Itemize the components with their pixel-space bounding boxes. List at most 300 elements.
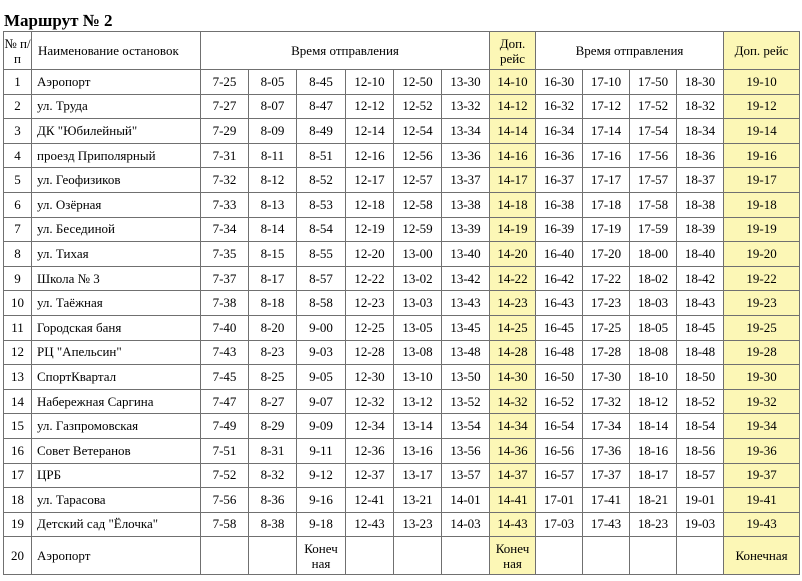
stop-name: РЦ "Апельсин" <box>32 340 201 365</box>
col-stop-name-header: Наименование остановок <box>32 32 201 70</box>
departure-time-cell: 17-10 <box>583 70 630 95</box>
departure-time-cell: 18-23 <box>630 512 677 537</box>
departure-time-cell: 17-37 <box>583 463 630 488</box>
departure-time-cell: 13-54 <box>442 414 490 439</box>
departure-time-cell: 12-28 <box>346 340 394 365</box>
departure-time-cell: 17-52 <box>630 94 677 119</box>
extra-run-time-cell: 14-36 <box>490 438 536 463</box>
extra-run-time-cell: 19-28 <box>724 340 800 365</box>
departure-time-cell: 18-45 <box>677 315 724 340</box>
departure-time-cell: 8-23 <box>249 340 297 365</box>
departure-time-cell: 18-14 <box>630 414 677 439</box>
departure-time-cell: 12-16 <box>346 143 394 168</box>
departure-time-cell: 7-31 <box>201 143 249 168</box>
departure-time-cell: 17-22 <box>583 266 630 291</box>
departure-time-cell: 14-03 <box>442 512 490 537</box>
stop-number: 9 <box>4 266 32 291</box>
departure-time-cell: 7-27 <box>201 94 249 119</box>
departure-time-cell: 13-50 <box>442 365 490 390</box>
col-extra-run-header-1: Доп. рейс <box>490 32 536 70</box>
stop-number: 18 <box>4 488 32 513</box>
departure-time-cell: 17-18 <box>583 192 630 217</box>
departure-time-cell: 8-14 <box>249 217 297 242</box>
departure-time-cell: 12-36 <box>346 438 394 463</box>
departure-time-cell: 17-43 <box>583 512 630 537</box>
departure-time-cell: 12-57 <box>394 168 442 193</box>
departure-time-cell: 18-21 <box>630 488 677 513</box>
stop-name: ул. Газпромовская <box>32 414 201 439</box>
departure-time-cell: 13-37 <box>442 168 490 193</box>
departure-time-cell: 18-50 <box>677 365 724 390</box>
departure-time-cell: 7-32 <box>201 168 249 193</box>
departure-time-cell: 8-36 <box>249 488 297 513</box>
departure-time-cell: 13-00 <box>394 242 442 267</box>
departure-time-cell: 13-45 <box>442 315 490 340</box>
extra-run-time-cell: 19-12 <box>724 94 800 119</box>
stop-name: ул. Тарасова <box>32 488 201 513</box>
departure-time-cell: 8-17 <box>249 266 297 291</box>
departure-time-cell: 18-39 <box>677 217 724 242</box>
departure-time-cell: 12-50 <box>394 70 442 95</box>
departure-time-cell: 7-58 <box>201 512 249 537</box>
departure-time-cell <box>346 537 394 575</box>
table-row <box>4 365 800 390</box>
departure-time-cell: 16-38 <box>536 192 583 217</box>
departure-time-cell: 17-30 <box>583 365 630 390</box>
departure-time-cell: 8-13 <box>249 192 297 217</box>
departure-time-cell: 13-42 <box>442 266 490 291</box>
departure-time-cell: 18-37 <box>677 168 724 193</box>
departure-time-cell: 12-30 <box>346 365 394 390</box>
departure-time-cell: 13-08 <box>394 340 442 365</box>
departure-time-cell: 16-52 <box>536 389 583 414</box>
departure-time-cell <box>630 537 677 575</box>
departure-time-cell: 17-19 <box>583 217 630 242</box>
departure-time-cell: 9-07 <box>297 389 346 414</box>
stop-name: Набережная Саргина <box>32 389 201 414</box>
table-row <box>4 217 800 242</box>
extra-run-time-cell: 14-10 <box>490 70 536 95</box>
departure-time-cell: 7-43 <box>201 340 249 365</box>
departure-time-cell: 7-40 <box>201 315 249 340</box>
departure-time-cell: 12-41 <box>346 488 394 513</box>
extra-run-time-cell: 14-23 <box>490 291 536 316</box>
departure-time-cell: 7-47 <box>201 389 249 414</box>
table-row <box>4 315 800 340</box>
stop-number: 2 <box>4 94 32 119</box>
stop-name: ул. Геофизиков <box>32 168 201 193</box>
extra-run-time-cell: 19-32 <box>724 389 800 414</box>
extra-run-time-cell: 19-30 <box>724 365 800 390</box>
departure-time-cell: 13-34 <box>442 119 490 144</box>
extra-run-time-cell: 19-19 <box>724 217 800 242</box>
departure-time-cell: 17-36 <box>583 438 630 463</box>
extra-run-time-cell: 19-37 <box>724 463 800 488</box>
departure-time-cell: 16-32 <box>536 94 583 119</box>
departure-time-cell: 14-01 <box>442 488 490 513</box>
departure-time-cell: 18-43 <box>677 291 724 316</box>
departure-time-cell: 12-18 <box>346 192 394 217</box>
departure-time-cell: 17-14 <box>583 119 630 144</box>
departure-time-cell: 12-37 <box>346 463 394 488</box>
departure-time-cell: 8-54 <box>297 217 346 242</box>
departure-time-cell: 8-57 <box>297 266 346 291</box>
departure-time-cell: 13-57 <box>442 463 490 488</box>
table-row <box>4 438 800 463</box>
extra-run-time-cell: 14-37 <box>490 463 536 488</box>
stop-name: Детский сад "Ёлочка" <box>32 512 201 537</box>
departure-time-cell: 18-48 <box>677 340 724 365</box>
departure-time-cell: 18-38 <box>677 192 724 217</box>
stop-number: 20 <box>4 537 32 575</box>
departure-time-cell: 17-50 <box>630 70 677 95</box>
departure-time-cell: 13-23 <box>394 512 442 537</box>
departure-time-cell: 18-40 <box>677 242 724 267</box>
departure-time-cell: 13-39 <box>442 217 490 242</box>
departure-time-cell: 8-27 <box>249 389 297 414</box>
departure-time-cell: 19-01 <box>677 488 724 513</box>
departure-time-cell: 12-20 <box>346 242 394 267</box>
departure-time-cell: 17-57 <box>630 168 677 193</box>
departure-time-cell: 18-57 <box>677 463 724 488</box>
departure-time-cell: 8-32 <box>249 463 297 488</box>
departure-time-cell: 12-32 <box>346 389 394 414</box>
departure-time-cell: 17-28 <box>583 340 630 365</box>
departure-time-cell: 7-35 <box>201 242 249 267</box>
stop-number: 5 <box>4 168 32 193</box>
departure-time-cell <box>394 537 442 575</box>
extra-run-time-cell: 14-18 <box>490 192 536 217</box>
table-row <box>4 192 800 217</box>
departure-time-cell: 13-38 <box>442 192 490 217</box>
page-title: Маршрут № 2 <box>4 11 113 30</box>
departure-time-cell: 12-59 <box>394 217 442 242</box>
departure-time-cell: 8-07 <box>249 94 297 119</box>
stop-number: 17 <box>4 463 32 488</box>
departure-time-cell: 7-34 <box>201 217 249 242</box>
departure-time-cell: 9-12 <box>297 463 346 488</box>
departure-time-cell: 8-11 <box>249 143 297 168</box>
departure-time-cell: 13-30 <box>442 70 490 95</box>
departure-time-cell: 7-38 <box>201 291 249 316</box>
stop-name: ЦРБ <box>32 463 201 488</box>
table-row <box>4 94 800 119</box>
departure-time-cell: 17-34 <box>583 414 630 439</box>
departure-time-cell: 8-55 <box>297 242 346 267</box>
departure-time-cell: 8-25 <box>249 365 297 390</box>
stop-name: ДК "Юбилейный" <box>32 119 201 144</box>
departure-time-cell: 7-45 <box>201 365 249 390</box>
departure-time-cell: 16-48 <box>536 340 583 365</box>
stop-number: 1 <box>4 70 32 95</box>
departure-time-cell: 16-39 <box>536 217 583 242</box>
departure-time-cell: 16-43 <box>536 291 583 316</box>
departure-time-cell: 12-12 <box>346 94 394 119</box>
departure-time-cell: 18-03 <box>630 291 677 316</box>
table-row <box>4 414 800 439</box>
departure-time-cell: 12-54 <box>394 119 442 144</box>
extra-run-time-cell: 14-41 <box>490 488 536 513</box>
stop-number: 12 <box>4 340 32 365</box>
extra-run-time-cell: 14-17 <box>490 168 536 193</box>
departure-time-cell: 16-45 <box>536 315 583 340</box>
extra-run-time-cell: Конечная <box>724 537 800 575</box>
table-row <box>4 70 800 95</box>
extra-run-time-cell: 14-34 <box>490 414 536 439</box>
departure-time-cell: 16-56 <box>536 438 583 463</box>
departure-time-cell: 8-12 <box>249 168 297 193</box>
extra-run-time-cell: 19-20 <box>724 242 800 267</box>
departure-time-cell: 16-40 <box>536 242 583 267</box>
departure-time-cell: 18-32 <box>677 94 724 119</box>
extra-run-time-cell: 19-16 <box>724 143 800 168</box>
departure-time-cell: 18-17 <box>630 463 677 488</box>
col-number-header: № п/п <box>4 32 32 70</box>
extra-run-time-cell: 19-22 <box>724 266 800 291</box>
departure-time-cell: 12-22 <box>346 266 394 291</box>
extra-run-time-cell: Конеч ная <box>490 537 536 575</box>
departure-time-cell: 18-42 <box>677 266 724 291</box>
departure-time-cell: 17-59 <box>630 217 677 242</box>
departure-time-cell: 8-47 <box>297 94 346 119</box>
departure-time-cell: 18-36 <box>677 143 724 168</box>
extra-run-time-cell: 14-12 <box>490 94 536 119</box>
departure-time-cell: 8-29 <box>249 414 297 439</box>
departure-time-cell <box>536 537 583 575</box>
col-departure-header-2: Время отправления <box>536 32 724 70</box>
departure-time-cell: 8-38 <box>249 512 297 537</box>
stop-name: Городская баня <box>32 315 201 340</box>
extra-run-time-cell: 19-14 <box>724 119 800 144</box>
extra-run-time-cell: 14-30 <box>490 365 536 390</box>
stop-number: 16 <box>4 438 32 463</box>
stop-number: 14 <box>4 389 32 414</box>
table-row <box>4 488 800 513</box>
stop-number: 13 <box>4 365 32 390</box>
departure-time-cell: 13-43 <box>442 291 490 316</box>
stop-name: проезд Приполярный <box>32 143 201 168</box>
departure-time-cell: Конеч ная <box>297 537 346 575</box>
departure-time-cell: 13-48 <box>442 340 490 365</box>
departure-time-cell: 8-53 <box>297 192 346 217</box>
departure-time-cell: 17-41 <box>583 488 630 513</box>
departure-time-cell: 16-30 <box>536 70 583 95</box>
table-row <box>4 143 800 168</box>
extra-run-time-cell: 19-25 <box>724 315 800 340</box>
extra-run-time-cell: 14-28 <box>490 340 536 365</box>
col-extra-run-header-2: Доп. рейс <box>724 32 800 70</box>
stop-name: ул. Озёрная <box>32 192 201 217</box>
stop-name: ул. Труда <box>32 94 201 119</box>
schedule-table <box>3 31 800 575</box>
departure-time-cell: 9-00 <box>297 315 346 340</box>
departure-time-cell: 13-16 <box>394 438 442 463</box>
departure-time-cell: 16-54 <box>536 414 583 439</box>
departure-time-cell: 7-52 <box>201 463 249 488</box>
departure-time-cell: 17-32 <box>583 389 630 414</box>
stop-number: 4 <box>4 143 32 168</box>
departure-time-cell: 18-02 <box>630 266 677 291</box>
col-departure-header-1: Время отправления <box>201 32 490 70</box>
departure-time-cell: 19-03 <box>677 512 724 537</box>
departure-time-cell: 12-10 <box>346 70 394 95</box>
extra-run-time-cell: 14-32 <box>490 389 536 414</box>
departure-time-cell: 7-49 <box>201 414 249 439</box>
departure-time-cell: 13-05 <box>394 315 442 340</box>
departure-time-cell: 8-20 <box>249 315 297 340</box>
departure-time-cell: 18-34 <box>677 119 724 144</box>
stop-name: ул. Таёжная <box>32 291 201 316</box>
departure-time-cell: 18-56 <box>677 438 724 463</box>
departure-time-cell: 18-52 <box>677 389 724 414</box>
departure-time-cell: 16-37 <box>536 168 583 193</box>
departure-time-cell: 13-40 <box>442 242 490 267</box>
extra-run-time-cell: 19-17 <box>724 168 800 193</box>
departure-time-cell: 17-23 <box>583 291 630 316</box>
stop-name: Аэропорт <box>32 537 201 575</box>
extra-run-time-cell: 19-34 <box>724 414 800 439</box>
departure-time-cell: 18-10 <box>630 365 677 390</box>
stop-number: 19 <box>4 512 32 537</box>
departure-time-cell: 13-36 <box>442 143 490 168</box>
departure-time-cell: 13-02 <box>394 266 442 291</box>
extra-run-time-cell: 19-10 <box>724 70 800 95</box>
departure-time-cell: 8-45 <box>297 70 346 95</box>
stop-name: Аэропорт <box>32 70 201 95</box>
departure-time-cell: 12-25 <box>346 315 394 340</box>
departure-time-cell: 17-17 <box>583 168 630 193</box>
departure-time-cell <box>677 537 724 575</box>
table-row <box>4 242 800 267</box>
departure-time-cell: 17-01 <box>536 488 583 513</box>
departure-time-cell: 16-36 <box>536 143 583 168</box>
schedule-body <box>4 70 800 575</box>
departure-time-cell: 17-25 <box>583 315 630 340</box>
extra-run-time-cell: 19-18 <box>724 192 800 217</box>
departure-time-cell: 9-11 <box>297 438 346 463</box>
departure-time-cell: 12-23 <box>346 291 394 316</box>
departure-time-cell: 7-25 <box>201 70 249 95</box>
departure-time-cell: 8-09 <box>249 119 297 144</box>
header-row <box>4 32 800 70</box>
departure-time-cell: 17-03 <box>536 512 583 537</box>
stop-number: 11 <box>4 315 32 340</box>
departure-time-cell: 7-56 <box>201 488 249 513</box>
table-row <box>4 512 800 537</box>
stop-name: Школа № 3 <box>32 266 201 291</box>
departure-time-cell: 13-32 <box>442 94 490 119</box>
departure-time-cell: 8-18 <box>249 291 297 316</box>
departure-time-cell: 16-42 <box>536 266 583 291</box>
departure-time-cell <box>442 537 490 575</box>
departure-time-cell: 9-09 <box>297 414 346 439</box>
departure-time-cell: 13-52 <box>442 389 490 414</box>
departure-time-cell: 13-56 <box>442 438 490 463</box>
departure-time-cell: 17-16 <box>583 143 630 168</box>
extra-run-time-cell: 14-20 <box>490 242 536 267</box>
departure-time-cell: 8-15 <box>249 242 297 267</box>
departure-time-cell: 16-57 <box>536 463 583 488</box>
departure-time-cell: 12-19 <box>346 217 394 242</box>
stop-number: 3 <box>4 119 32 144</box>
departure-time-cell <box>201 537 249 575</box>
departure-time-cell: 8-05 <box>249 70 297 95</box>
table-row <box>4 168 800 193</box>
departure-time-cell: 13-21 <box>394 488 442 513</box>
departure-time-cell: 17-56 <box>630 143 677 168</box>
departure-time-cell: 12-14 <box>346 119 394 144</box>
departure-time-cell: 18-08 <box>630 340 677 365</box>
extra-run-time-cell: 14-14 <box>490 119 536 144</box>
departure-time-cell: 7-29 <box>201 119 249 144</box>
extra-run-time-cell: 14-19 <box>490 217 536 242</box>
departure-time-cell: 8-52 <box>297 168 346 193</box>
table-row <box>4 119 800 144</box>
extra-run-time-cell: 14-22 <box>490 266 536 291</box>
departure-time-cell: 18-05 <box>630 315 677 340</box>
departure-time-cell: 9-05 <box>297 365 346 390</box>
stop-name: ул. Бесединой <box>32 217 201 242</box>
departure-time-cell: 13-14 <box>394 414 442 439</box>
departure-time-cell: 8-49 <box>297 119 346 144</box>
stop-name: СпортКвартал <box>32 365 201 390</box>
extra-run-time-cell: 14-43 <box>490 512 536 537</box>
departure-time-cell: 12-58 <box>394 192 442 217</box>
table-row <box>4 340 800 365</box>
departure-time-cell: 7-37 <box>201 266 249 291</box>
extra-run-time-cell: 14-16 <box>490 143 536 168</box>
departure-time-cell: 12-56 <box>394 143 442 168</box>
stop-number: 15 <box>4 414 32 439</box>
stop-number: 8 <box>4 242 32 267</box>
departure-time-cell: 8-51 <box>297 143 346 168</box>
table-row <box>4 266 800 291</box>
departure-time-cell: 12-17 <box>346 168 394 193</box>
extra-run-time-cell: 19-43 <box>724 512 800 537</box>
departure-time-cell <box>249 537 297 575</box>
departure-time-cell: 9-16 <box>297 488 346 513</box>
departure-time-cell: 13-12 <box>394 389 442 414</box>
departure-time-cell: 16-50 <box>536 365 583 390</box>
extra-run-time-cell: 19-36 <box>724 438 800 463</box>
departure-time-cell <box>583 537 630 575</box>
stop-name: ул. Тихая <box>32 242 201 267</box>
extra-run-time-cell: 14-25 <box>490 315 536 340</box>
departure-time-cell: 13-17 <box>394 463 442 488</box>
departure-time-cell: 18-16 <box>630 438 677 463</box>
departure-time-cell: 7-51 <box>201 438 249 463</box>
departure-time-cell: 17-12 <box>583 94 630 119</box>
departure-time-cell: 7-33 <box>201 192 249 217</box>
departure-time-cell: 17-58 <box>630 192 677 217</box>
stop-number: 10 <box>4 291 32 316</box>
departure-time-cell: 12-34 <box>346 414 394 439</box>
table-row <box>4 389 800 414</box>
departure-time-cell: 17-20 <box>583 242 630 267</box>
table-row <box>4 291 800 316</box>
departure-time-cell: 9-03 <box>297 340 346 365</box>
departure-time-cell: 8-58 <box>297 291 346 316</box>
departure-time-cell: 16-34 <box>536 119 583 144</box>
departure-time-cell: 18-12 <box>630 389 677 414</box>
departure-time-cell: 12-43 <box>346 512 394 537</box>
departure-time-cell: 8-31 <box>249 438 297 463</box>
table-row <box>4 537 800 575</box>
extra-run-time-cell: 19-41 <box>724 488 800 513</box>
departure-time-cell: 18-54 <box>677 414 724 439</box>
departure-time-cell: 18-30 <box>677 70 724 95</box>
stop-number: 7 <box>4 217 32 242</box>
